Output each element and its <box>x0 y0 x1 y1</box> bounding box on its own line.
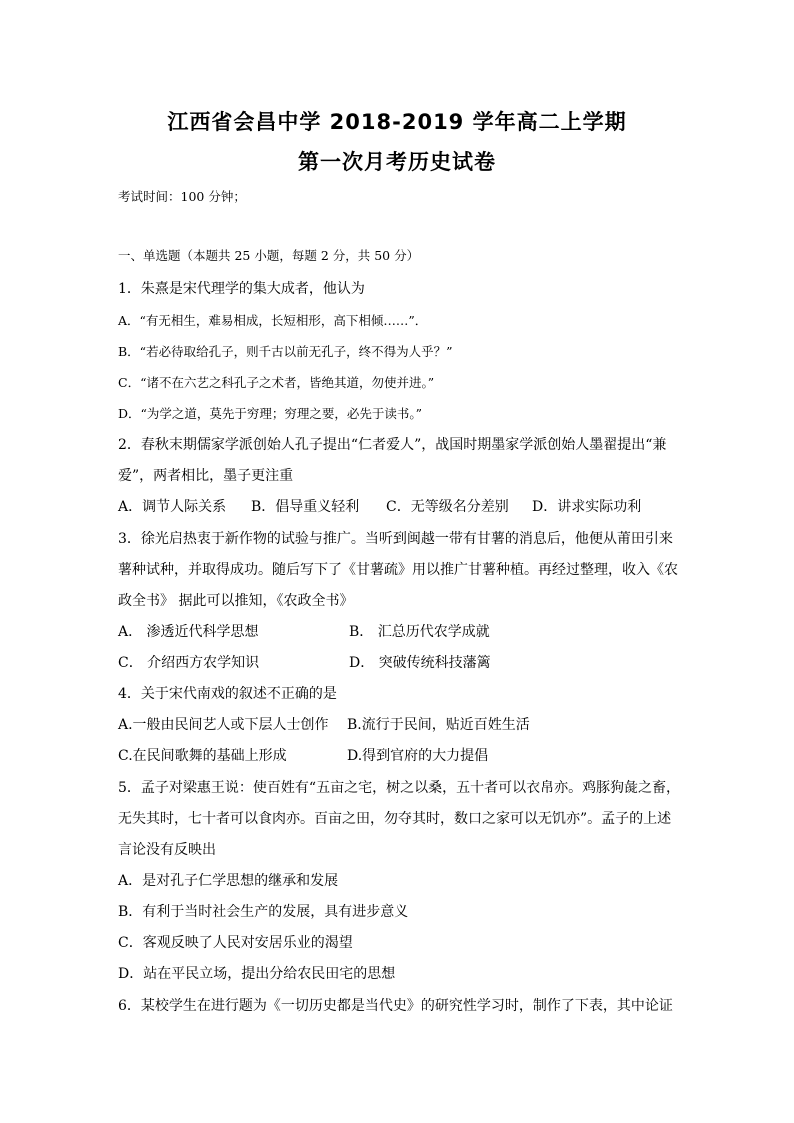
question-3-stem-line2: 薯种试种，并取得成功。随后写下了《甘薯疏》用以推广甘薯种植。再经过整理，收入《农 <box>118 562 678 578</box>
question-1-option-a: A．“有无相生，难易相成，长短相形，高下相倾……”． <box>118 313 428 328</box>
question-4-stem: 4．关于宋代南戏的叙述不正确的是 <box>118 686 337 702</box>
question-3-stem-line3: 政全书》 据此可以推知，《农政全书》 <box>118 593 354 609</box>
question-2-stem-line1: 2．春秋末期儒家学派创始人孔子提出“仁者爱人”，战国时期墨家学派创始人墨翟提出“兼 <box>118 437 667 453</box>
question-2-stem-line2: 爱”，两者相比，墨子更注重 <box>118 468 294 484</box>
question-2-option-c: C．无等级名分差别 <box>386 499 509 515</box>
question-3-stem-line1: 3．徐光启热衷于新作物的试验与推广。当听到闽越一带有甘薯的消息后，他便从莆田引来 <box>118 531 673 547</box>
question-4-option-b: B.流行于民间，贴近百姓生活 <box>347 717 530 733</box>
question-5-option-b: B．有利于当时社会生产的发展，具有进步意义 <box>118 904 409 920</box>
question-2-options <box>118 497 678 517</box>
question-2-option-b: B．倡导重义轻利 <box>251 499 360 515</box>
question-3-option-d: D． 突破传统科技藩篱 <box>349 655 491 671</box>
exam-title-line2: 第一次月考历史试卷 <box>298 150 496 174</box>
question-5-stem-line3: 言论没有反映出 <box>118 842 216 858</box>
question-1-option-d: D．“为学之道，莫先于穷理；穷理之要，必先于读书。” <box>118 406 423 421</box>
question-5-option-d: D．站在平民立场，提出分给农民田宅的思想 <box>118 966 396 982</box>
question-4-options-row1 <box>118 715 678 735</box>
question-5-option-c: C．客观反映了人民对安居乐业的渴望 <box>118 935 353 951</box>
question-2-option-a: A．调节人际关系 <box>118 499 227 515</box>
question-3-options-row2 <box>118 653 678 673</box>
question-3-options-row1 <box>118 622 678 642</box>
question-5-stem-line2: 无失其时，七十者可以食肉亦。百亩之田，勿夺其时，数口之家可以无饥亦”。孟子的上述 <box>118 811 672 827</box>
question-5-option-a: A．是对孔子仁学思想的继承和发展 <box>118 873 339 889</box>
question-4-options-row2 <box>118 746 678 766</box>
question-3-option-c: C． 介绍西方农学知识 <box>118 655 260 671</box>
question-1-stem: 1．朱熹是宋代理学的集大成者，他认为 <box>118 281 365 297</box>
question-3-option-b: B． 汇总历代农学成就 <box>349 624 490 640</box>
question-4-option-d: D.得到官府的大力提倡 <box>347 748 489 764</box>
question-5-stem-line1: 5．孟子对梁惠王说：使百姓有“五亩之宅，树之以桑，五十者可以衣帛亦。鸡豚狗彘之畜， <box>118 780 681 796</box>
question-4-option-a: A.一般由民间艺人或下层人士创作 <box>118 717 329 733</box>
question-4-option-c: C.在民间歌舞的基础上形成 <box>118 748 287 764</box>
exam-title-line1: 江西省会昌中学 2018-2019 学年高二上学期 <box>167 110 627 134</box>
question-2-option-d: D．讲求实际功利 <box>532 499 642 515</box>
question-3-option-a: A． 渗透近代科学思想 <box>118 624 259 640</box>
question-1-option-b: B．“若必待取给孔子，则千古以前无孔子，终不得为人乎？” <box>118 344 453 359</box>
exam-time: 考试时间：100 分钟； <box>118 189 246 204</box>
question-6-stem: 6．某校学生在进行题为《一切历史都是当代史》的研究性学习时，制作了下表，其中论证 <box>118 998 673 1014</box>
question-1-option-c: C．“诸不在六艺之科孔子之术者，皆绝其道，勿使并进。” <box>118 375 435 390</box>
section-header: 一、单选题（本题共 25 小题，每题 2 分，共 50 分） <box>118 248 420 263</box>
